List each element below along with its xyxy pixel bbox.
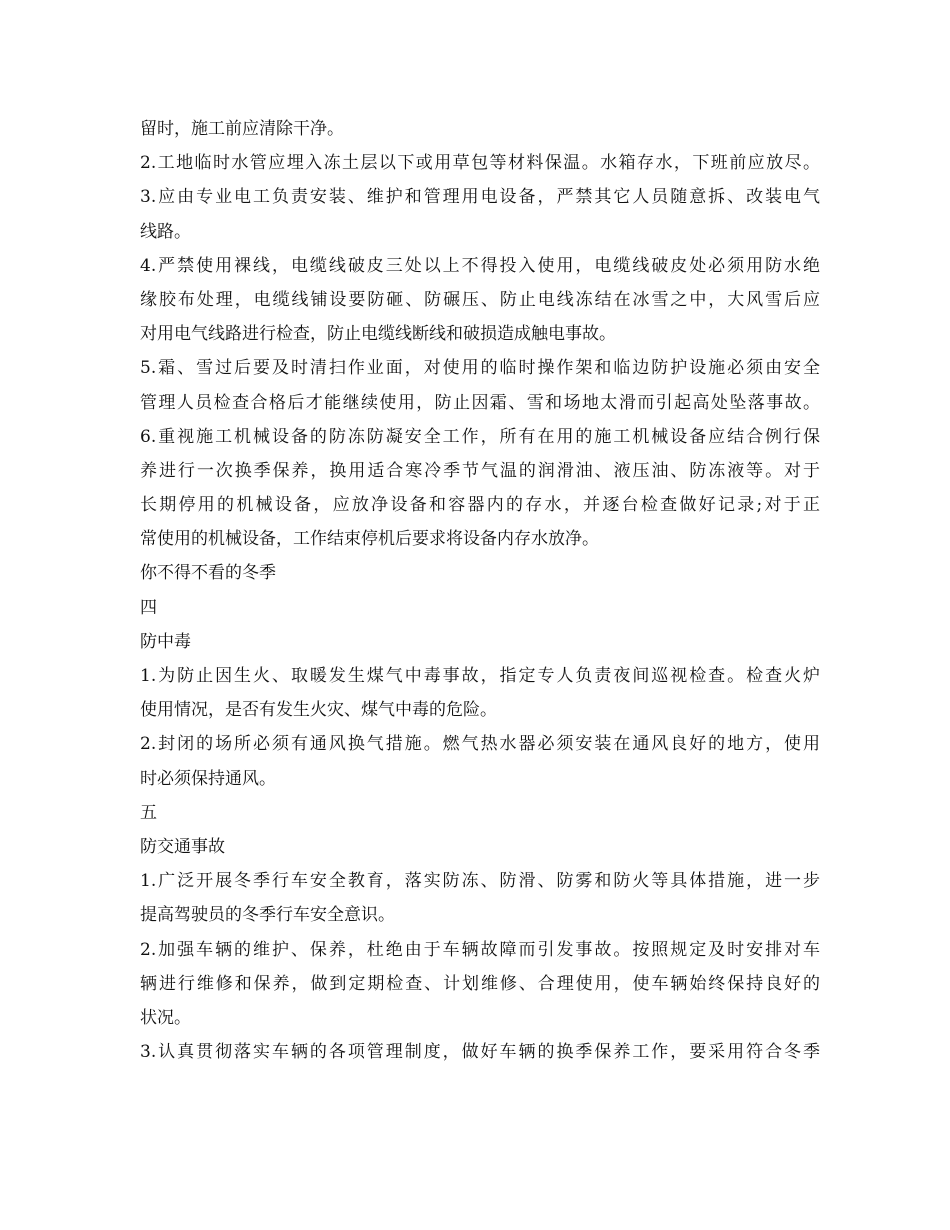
text-line: 状况。 bbox=[140, 1007, 191, 1028]
text-line: 四 bbox=[140, 597, 157, 618]
text-line: 你不得不看的冬季 bbox=[140, 563, 276, 584]
text-line: 缘胶布处理，电缆线铺设要防砸、防碾压、防止电线冻结在冰雪之中，大风雪后应 bbox=[140, 289, 820, 310]
text-line: 长期停用的机械设备，应放净设备和容器内的存水，并逐台检查做好记录;对于正 bbox=[140, 495, 820, 516]
text-line: 提高驾驶员的冬季行车安全意识。 bbox=[140, 905, 395, 926]
text-line: 1.为防止因生火、取暖发生煤气中毒事故，指定专人负责夜间巡视检查。检查火炉 bbox=[140, 666, 820, 686]
text-line: 常使用的机械设备，工作结束停机后要求将设备内存水放净。 bbox=[140, 529, 599, 550]
text-line: 辆进行维修和保养，做到定期检查、计划维修、合理使用，使车辆始终保持良好的 bbox=[140, 973, 820, 994]
text-line: 管理人员检查合格后才能继续使用，防止因霜、雪和场地太滑而引起高处坠落事故。 bbox=[140, 392, 820, 413]
text-line: 4.严禁使用裸线，电缆线破皮三处以上不得投入使用，电缆线破皮处必须用防水绝 bbox=[140, 255, 820, 276]
text-line: 2.工地临时水管应埋入冻土层以下或用草包等材料保温。水箱存水，下班前应放尽。 bbox=[140, 153, 820, 174]
text-line: 时必须保持通风。 bbox=[140, 768, 276, 789]
text-line: 防中毒 bbox=[140, 631, 191, 652]
text-line: 6.重视施工机械设备的防冻防凝安全工作，所有在用的施工机械设备应结合例行保 bbox=[140, 426, 820, 447]
text-line: 对用电气线路进行检查，防止电缆线断线和破损造成触电事故。 bbox=[140, 324, 616, 345]
text-line: 养进行一次换季保养，换用适合寒冷季节气温的润滑油、液压油、防冻液等。对于 bbox=[140, 460, 820, 481]
text-line: 3.认真贯彻落实车辆的各项管理制度，做好车辆的换季保养工作，要采用符合冬季 bbox=[140, 1042, 820, 1063]
text-line: 2.封闭的场所必须有通风换气措施。燃气热水器必须安装在通风良好的地方，使用 bbox=[140, 734, 820, 755]
document-body bbox=[140, 112, 820, 1069]
text-line: 留时，施工前应清除干净。 bbox=[140, 119, 344, 139]
text-line: 使用情况，是否有发生火灾、煤气中毒的危险。 bbox=[140, 700, 497, 721]
text-line: 防交通事故 bbox=[140, 836, 225, 857]
text-line: 5.霜、雪过后要及时清扫作业面，对使用的临时操作架和临边防护设施必须由安全 bbox=[140, 358, 820, 379]
text-line: 线路。 bbox=[140, 221, 191, 242]
text-line: 五 bbox=[140, 802, 157, 823]
text-line: 2.加强车辆的维护、保养，杜绝由于车辆故障而引发事故。按照规定及时安排对车 bbox=[140, 939, 820, 960]
text-line: 1.广泛开展冬季行车安全教育，落实防冻、防滑、防雾和防火等具体措施，进一步 bbox=[140, 871, 820, 892]
text-line: 3.应由专业电工负责安装、维护和管理用电设备，严禁其它人员随意拆、改装电气 bbox=[140, 187, 820, 208]
